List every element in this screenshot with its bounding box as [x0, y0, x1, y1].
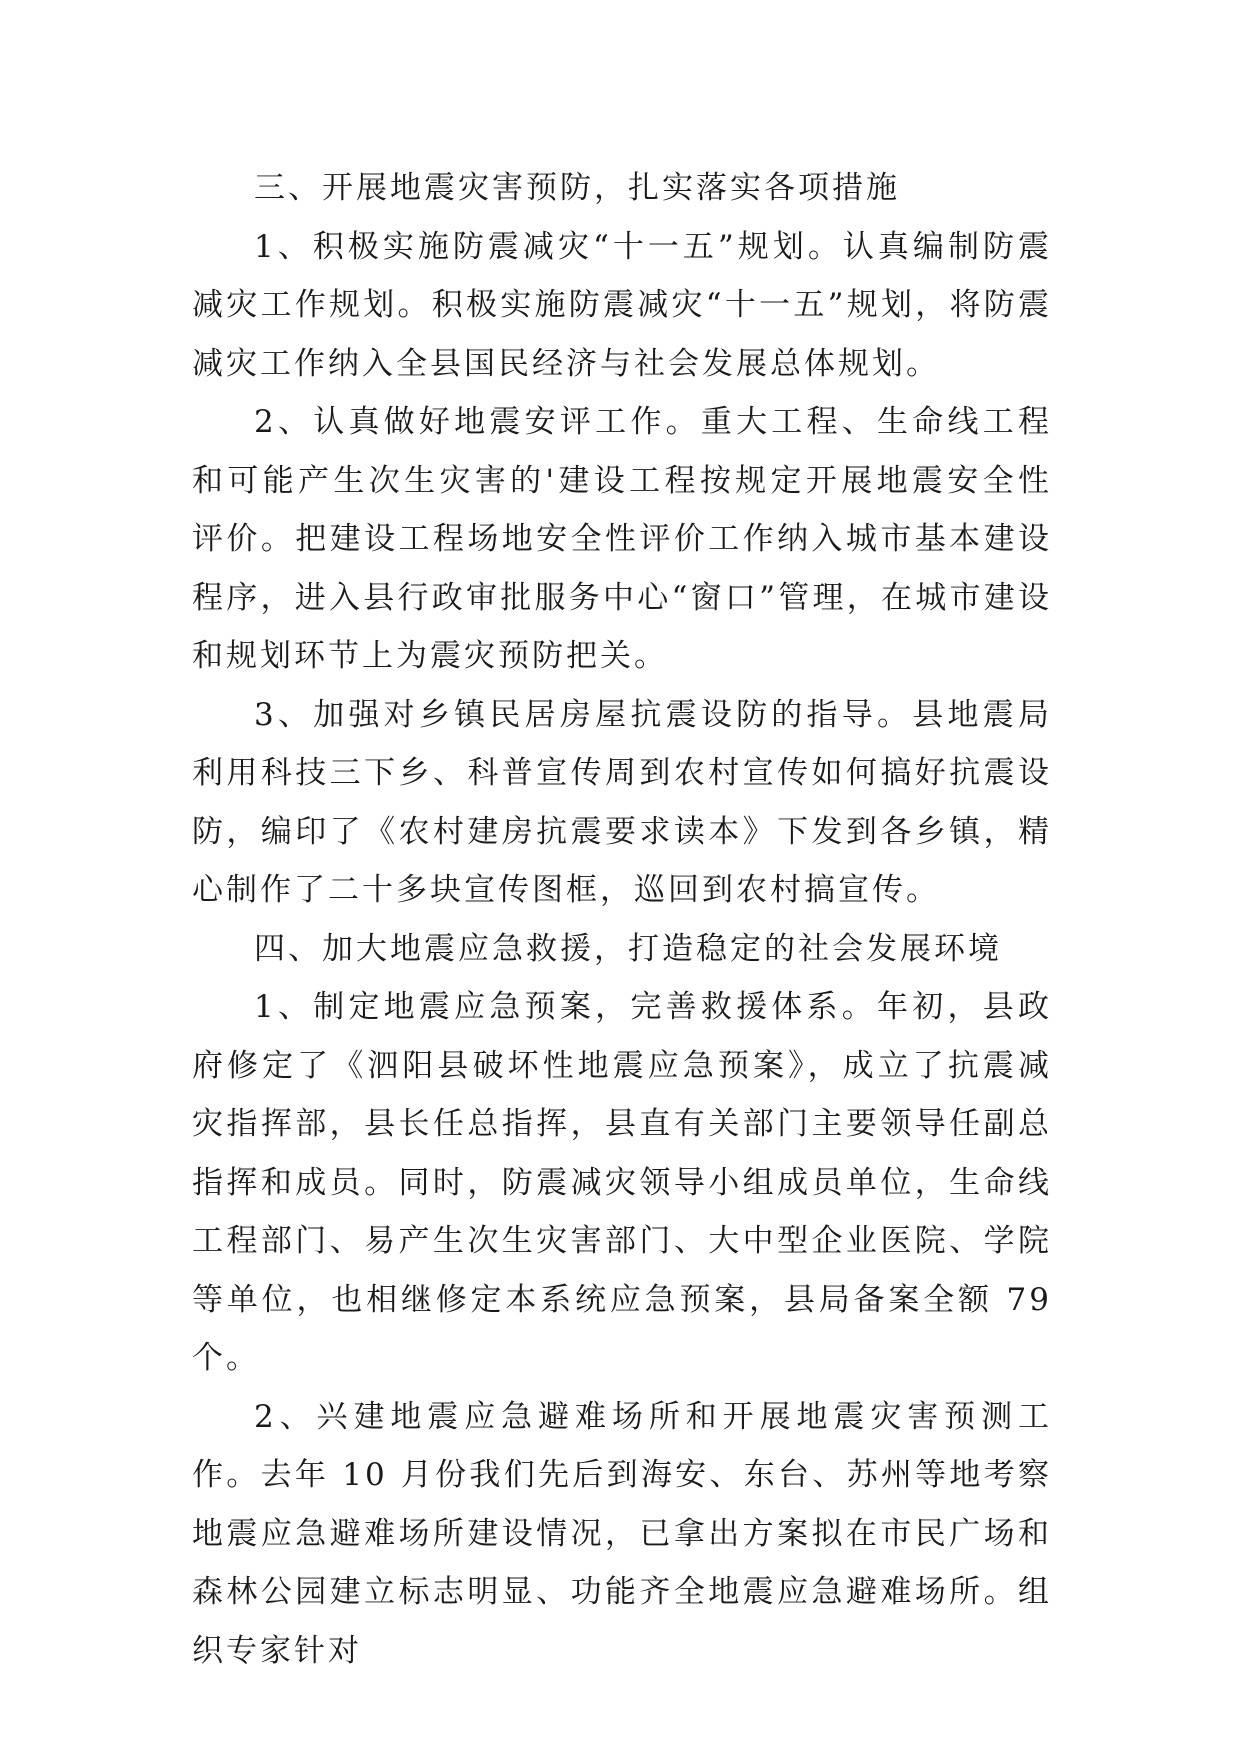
paragraph-3-3: 3、加强对乡镇民居房屋抗震设防的指导。县地震局利用科技三下乡、科普宣传周到农村宣传如何搞好抗震设防，编印了《农村建房抗震要求读本》下发到各乡镇，精心制作了二十多块宣传图框，巡回到农村搞宣传。: [192, 696, 1052, 908]
paragraph-3-2: 2、认真做好地震安评工作。重大工程、生命线工程和可能产生次生灾害的'建设工程按规定开展地震安全性评价。把建设工程场地安全性评价工作纳入城市基本建设程序，进入县行政审批服务中心“窗口”管理，在城市建设和规划环节上为震灾预防把关。: [192, 404, 1052, 674]
section-heading-4: 四、加大地震应急救援，打造稳定的社会发展环境: [254, 930, 1002, 967]
paragraph-4-2: 2、兴建地震应急避难场所和开展地震灾害预测工作。去年 10 月份我们先后到海安、东台、苏州等地考察地震应急避难场所建设情况，已拿出方案拟在市民广场和森林公园建立标志明显、功能齐全地震应急避难场所。组织专家针对: [192, 1398, 1052, 1669]
paragraph-3-1: 1、积极实施防震减灾“十一五”规划。认真编制防震减灾工作规划。积极实施防震减灾“十一五”规划，将防震减灾工作纳入全县国民经济与社会发展总体规划。: [192, 228, 1052, 382]
document-body: [192, 159, 1052, 1680]
section-heading-3: 三、开展地震灾害预防，扎实落实各项措施: [254, 170, 900, 206]
paragraph-4-1: 1、制定地震应急预案，完善救援体系。年初，县政府修定了《泗阳县破坏性地震应急预案》，成立了抗震减灾指挥部，县长任总指挥，县直有关部门主要领导任副总指挥和成员。同时，防震减灾领导小组成员单位，生命线工程部门、易产生次生灾害部门、大中型企业医院、学院等单位，也相继修定本系统应急预案，县局备案全额 79 个。: [192, 989, 1052, 1376]
